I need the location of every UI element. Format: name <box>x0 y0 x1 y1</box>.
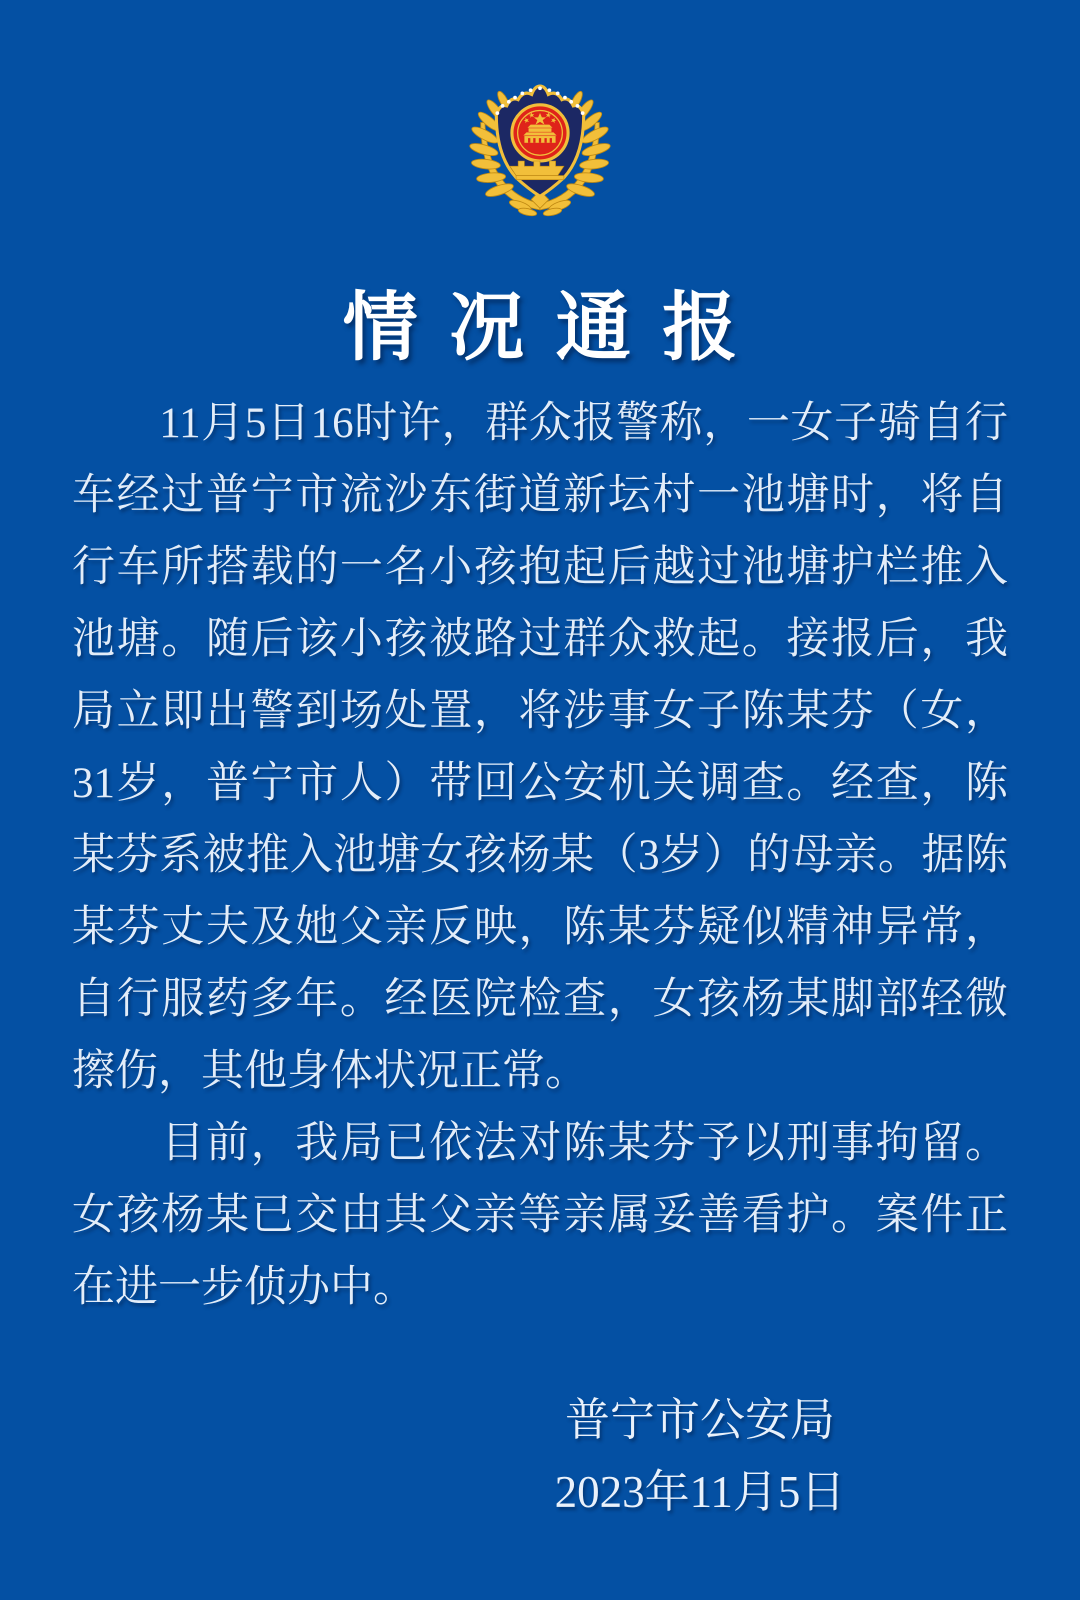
body-line: 女孩杨某已交由其父亲等亲属妥善看护。案件正 <box>72 1192 1008 1239</box>
paragraph-1 <box>72 388 1008 1108</box>
body-line: 局立即出警到场处置，将涉事女子陈某芬（女， <box>72 688 1008 735</box>
body-line: 在进一步侦办中。 <box>72 1264 416 1311</box>
signature-block <box>0 1384 1080 1528</box>
body-line: 31岁，普宁市人）带回公安机关调查。经查，陈 <box>72 760 1008 807</box>
body-line: 擦伤，其他身体状况正常。 <box>72 1048 588 1095</box>
national-emblem <box>512 105 568 161</box>
body-line: 某芬系被推入池塘女孩杨某（3岁）的母亲。据陈 <box>72 832 1008 879</box>
body-line: 池塘。随后该小孩被路过群众救起。接报后，我 <box>72 616 1008 663</box>
issuing-agency: 普宁市公安局 <box>564 1395 835 1445</box>
great-wall <box>510 161 564 180</box>
police-badge-emblem <box>462 72 618 224</box>
tiananmen <box>523 125 556 143</box>
notice-body <box>72 388 1008 1324</box>
body-line: 11月5日16时许，群众报警称，一女子骑自行 <box>72 400 1008 447</box>
page-title: 情况通报 <box>342 287 769 370</box>
body-line: 自行服药多年。经医院检查，女孩杨某脚部轻微 <box>72 976 1008 1023</box>
body-line: 某芬丈夫及她父亲反映，陈某芬疑似精神异常， <box>72 904 1008 951</box>
paragraph-2 <box>72 1108 1008 1324</box>
body-line: 车经过普宁市流沙东街道新坛村一池塘时，将自 <box>72 472 1008 519</box>
issue-date: 2023年11月5日 <box>554 1467 846 1517</box>
body-line: 目前，我局已依法对陈某芬予以刑事拘留。 <box>72 1120 1008 1167</box>
body-line: 行车所搭载的一名小孩抱起后越过池塘护栏推入 <box>72 544 1008 591</box>
